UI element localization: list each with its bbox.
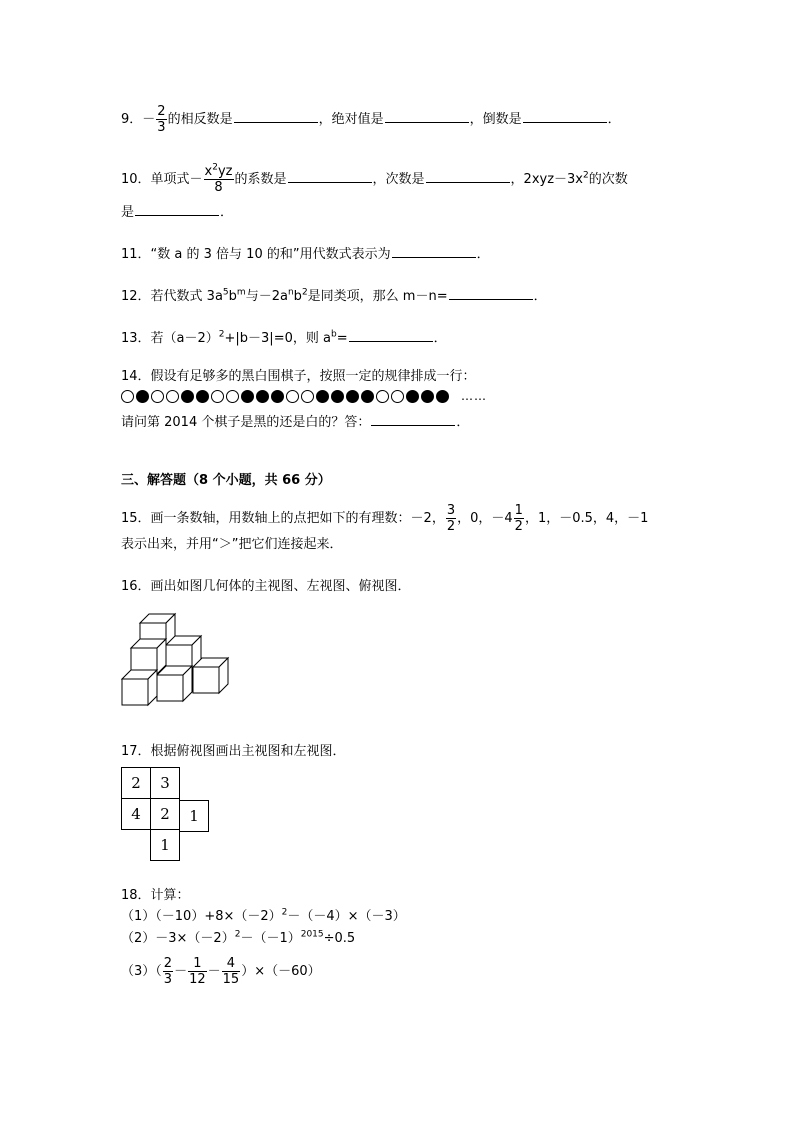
black-stone <box>436 390 449 403</box>
white-stone <box>121 390 134 403</box>
answer-blank[interactable] <box>234 110 318 123</box>
black-stone <box>241 390 254 403</box>
fraction: $\frac{2}{3}$ <box>157 104 166 135</box>
answer-blank[interactable] <box>349 329 433 342</box>
question-11: 11．“数 a 的 3 倍与 10 的和”用代数式表示为 ． <box>121 247 490 262</box>
black-stone <box>316 390 329 403</box>
question-18-part1: $(1)(-10)+8\times(-2)^2-(-4)\times(-3)$ <box>121 907 406 924</box>
answer-blank[interactable] <box>385 110 469 123</box>
cube <box>157 666 192 701</box>
answer-blank[interactable] <box>371 413 455 426</box>
black-stone <box>271 390 284 403</box>
question-10-line2: 是 ． <box>121 205 234 220</box>
fraction: $\frac{1}{12}$ <box>189 956 206 987</box>
grid-cell: 1 <box>150 829 180 861</box>
black-stone <box>196 390 209 403</box>
question-12: 12．若代数式 $3a^5b^m$与$-2a^nb^2$是同类项，那么 m－n= ． <box>121 287 547 304</box>
white-stone <box>286 390 299 403</box>
fraction: $\frac{3}{2}$ <box>446 503 456 534</box>
question-15-line2: 表示出来，并用“＞”把它们连接起来． <box>121 537 343 552</box>
question-18: 18．计算： <box>121 888 190 903</box>
cube <box>131 639 166 674</box>
question-14: 14．假设有足够多的黑白围棋子，按照一定的规律排成一行： <box>121 369 476 384</box>
answer-blank[interactable] <box>135 203 219 216</box>
cube-stack-figure <box>121 605 236 713</box>
fraction: $\frac{1}{2}$ <box>514 503 523 534</box>
white-stone <box>211 390 224 403</box>
black-stone <box>256 390 269 403</box>
fraction: $\frac{2}{3}$ <box>163 956 173 987</box>
cube <box>122 670 157 705</box>
question-14-answer: 请问第 2014 个棋子是黑的还是白的？答： ． <box>121 415 470 430</box>
black-stone <box>421 390 434 403</box>
black-stone <box>331 390 344 403</box>
cube <box>193 658 228 693</box>
white-stone <box>391 390 404 403</box>
black-stone <box>136 390 149 403</box>
grid-cell: 1 <box>179 800 209 832</box>
black-stone <box>181 390 194 403</box>
white-stone <box>301 390 314 403</box>
fraction: $\frac{x^2yz}{8}$ <box>204 162 233 195</box>
ellipsis: …… <box>461 389 487 403</box>
black-stone <box>406 390 419 403</box>
question-16: 16．画出如图几何体的主视图、左视图、俯视图． <box>121 579 411 594</box>
white-stone <box>376 390 389 403</box>
grid-cell: 2 <box>121 767 151 799</box>
section-heading: 三、解答题（8 个小题，共 66 分） <box>121 473 331 488</box>
answer-blank[interactable] <box>426 170 510 183</box>
fraction: $\frac{4}{15}$ <box>222 956 240 987</box>
question-18-part3: （3）（ $\frac{2}{3}$ － $\frac{1}{12}$ － $\frac{4}{15}$ ）×（－60） <box>121 956 321 987</box>
question-15: 15．画一条数轴，用数轴上的点把如下的有理数：－2， $\frac{3}{2}$ ，0，－4 $\frac{1}{2}$ ，1，－0.5，4，－1 <box>121 503 649 534</box>
question-13: 13．若$(a-2)^2+|b-3|=0$，则 $a^b=$ ． <box>121 329 447 346</box>
grid-cell: 4 <box>121 798 151 830</box>
question-18-part2: $(2)-3\times(-2)^2-(-1)^{2015}\div 0.5$ <box>121 929 356 946</box>
black-stone <box>346 390 359 403</box>
white-stone <box>151 390 164 403</box>
answer-blank[interactable] <box>523 110 607 123</box>
answer-blank[interactable] <box>288 170 372 183</box>
answer-blank[interactable] <box>449 287 533 300</box>
question-10: 10．单项式－ $\frac{x^2yz}{8}$ 的系数是 ，次数是 ，$2xyz-3x^2$的次数 <box>121 162 628 195</box>
white-stone <box>226 390 239 403</box>
grid-cell: 2 <box>150 798 180 830</box>
grid-cell: 3 <box>150 767 180 799</box>
answer-blank[interactable] <box>392 245 476 258</box>
white-stone <box>166 390 179 403</box>
go-stones-row <box>121 389 487 403</box>
question-9: 9．－ $\frac{2}{3}$ 的相反数是 ，绝对值是 ，倒数是 ． <box>121 104 621 135</box>
black-stone <box>361 390 374 403</box>
question-17: 17．根据俯视图画出主视图和左视图． <box>121 744 346 759</box>
